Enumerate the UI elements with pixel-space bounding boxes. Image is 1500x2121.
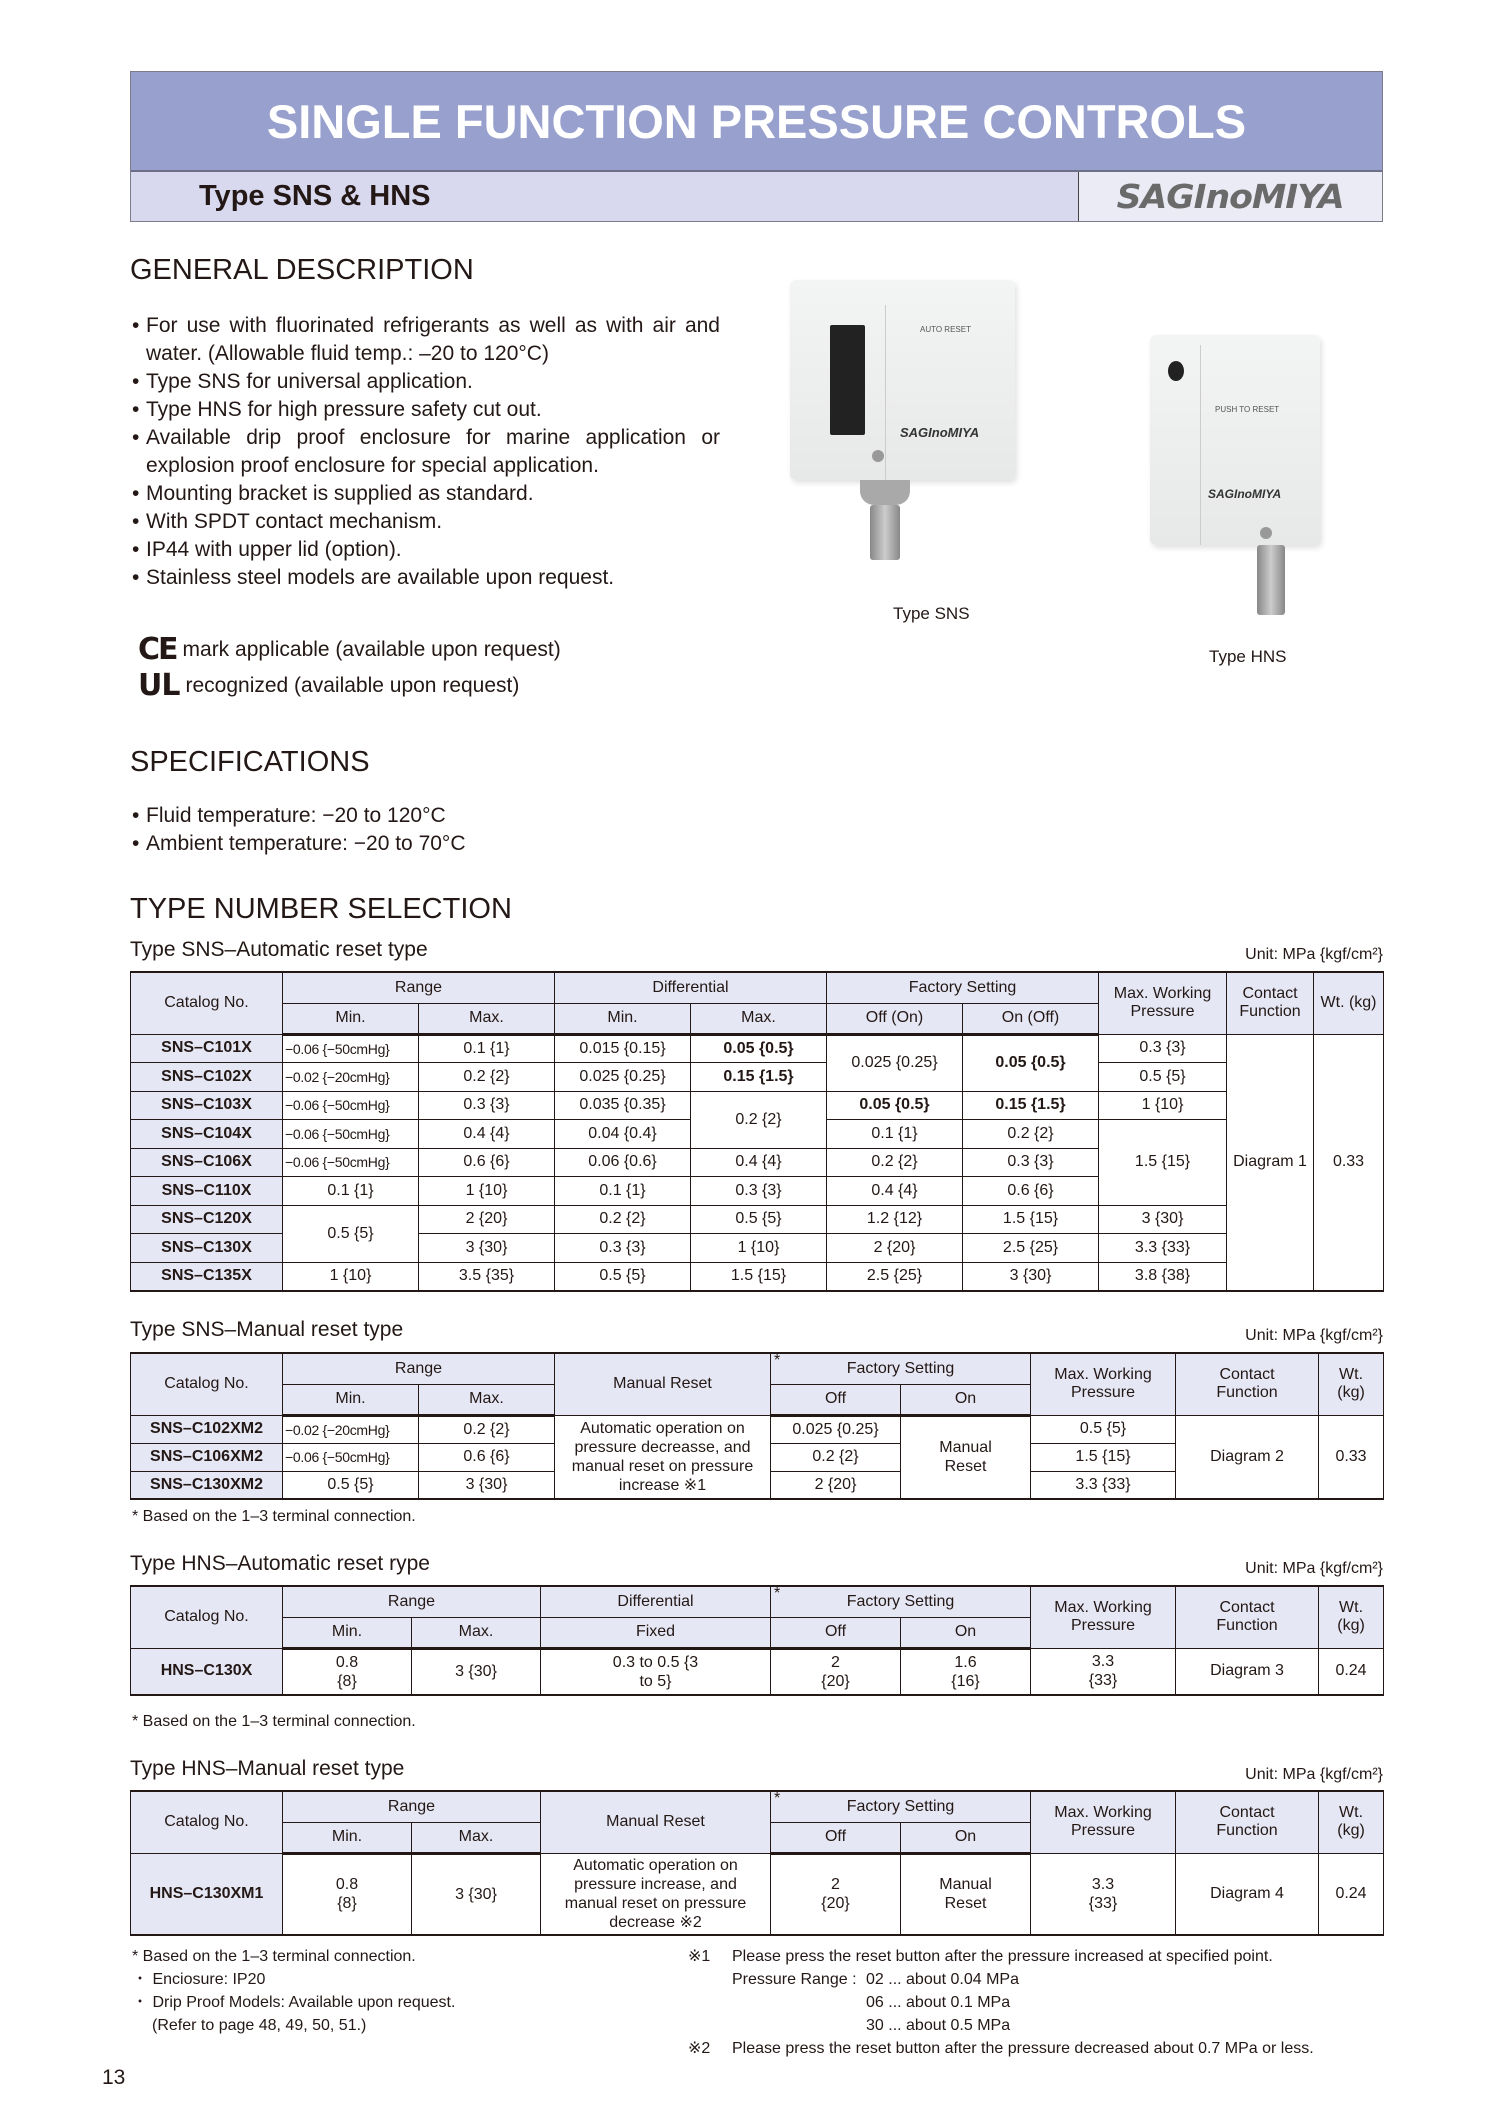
catalog-no: SNS–C135X (131, 1262, 283, 1291)
col-range: Range (283, 1791, 541, 1822)
pressure-range-30: 30 ... about 0.5 MPa (866, 2017, 1011, 2034)
col-weight: Wt. (kg) (1319, 1586, 1384, 1648)
ce-mark-text: mark applicable (available upon request) (182, 637, 561, 661)
max-working-pressure: 1.5 {15} (1031, 1443, 1176, 1471)
col-differential: Differential (555, 972, 827, 1003)
max-working-pressure: 0.5 {5} (1031, 1415, 1176, 1443)
screw-icon (1260, 527, 1272, 539)
max-working-pressure: 1 {10} (1099, 1091, 1227, 1120)
col-off: Off (771, 1617, 901, 1648)
factory-off: 0.05 {0.5} (827, 1091, 963, 1120)
sns-caption: Type SNS (893, 604, 970, 623)
col-on-off: On (Off) (963, 1003, 1099, 1034)
catalog-no: SNS–C106XM2 (131, 1443, 283, 1471)
table-row (131, 1415, 1384, 1443)
footnote-page-ref: (Refer to page 48, 49, 50, 51.) (152, 2017, 367, 2034)
factory-on: 1.5 {15} (963, 1205, 1099, 1234)
range-max: 3 {30} (419, 1234, 555, 1263)
factory-setting-label: Factory Setting (846, 1359, 955, 1377)
table-row (131, 1262, 1384, 1291)
factory-off: 0.025 {0.25} (771, 1415, 901, 1443)
factory-setting-label: Factory Setting (846, 1592, 955, 1610)
range-max: 3.5 {35} (419, 1262, 555, 1291)
specifications-heading: SPECIFICATIONS (130, 746, 370, 778)
bullet-item: • With SPDT contact mechanism. (132, 508, 720, 536)
range-min: 1 {10} (283, 1262, 419, 1291)
footnote-terminal: * Based on the 1–3 terminal connection. (132, 1948, 416, 1965)
footnote-1 (688, 1945, 1388, 1968)
diff-min: 0.1 {1} (555, 1177, 691, 1206)
asterisk-marker: * (774, 1353, 781, 1369)
max-working-pressure: 3.3 {33} (1031, 1648, 1176, 1695)
col-range-max: Max. (412, 1617, 541, 1648)
diff-max: 0.2 {2} (691, 1091, 827, 1148)
catalog-no: SNS–C130XM2 (131, 1471, 283, 1499)
ce-mark-line (138, 632, 561, 667)
diff-max: 0.3 {3} (691, 1177, 827, 1206)
hns-caption: Type HNS (1209, 647, 1287, 666)
sns-pressure-port (860, 480, 910, 505)
factory-setting-label: Factory Setting (846, 1797, 955, 1815)
col-differential: Differential (541, 1586, 771, 1617)
unit-label: Unit: MPa {kgf/cm²} (1245, 1560, 1383, 1577)
col-range: Range (283, 1586, 541, 1617)
factory-off: 2.5 {25} (827, 1262, 963, 1291)
col-weight: Wt. (kg) (1319, 1791, 1384, 1853)
col-max-working-pressure: Max. Working Pressure (1031, 1353, 1176, 1415)
range-min: 0.1 {1} (283, 1177, 419, 1206)
col-on: On (901, 1822, 1031, 1853)
footnotes-right (688, 1945, 1388, 2060)
diff-max: 1 {10} (691, 1234, 827, 1263)
col-off-on: Off (On) (827, 1003, 963, 1034)
page-subtitle (131, 172, 1079, 221)
factory-off: 1.2 {12} (827, 1205, 963, 1234)
sns-housing (790, 280, 1015, 480)
diff-min: 0.015 {0.15} (555, 1034, 691, 1063)
pressure-range-06: 06 ... about 0.1 MPa (866, 1994, 1011, 2011)
factory-on: 0.2 {2} (963, 1120, 1099, 1149)
footnote-enclosure: ・ Enciosure: IP20 (132, 1971, 266, 1988)
factory-off: 0.1 {1} (827, 1120, 963, 1149)
factory-on: 0.15 {1.5} (963, 1091, 1099, 1120)
max-working-pressure: 0.5 {5} (1099, 1063, 1227, 1092)
sns-manual-table (130, 1352, 1384, 1500)
col-catalog: Catalog No. (131, 1791, 283, 1853)
bullet-item: • Available drip proof enclosure for marine application or explosion proof enclosure for special application. (132, 424, 720, 480)
col-manual-reset: Manual Reset (555, 1353, 771, 1415)
ul-mark-text: recognized (available upon request) (185, 673, 520, 697)
footnote-2-text: Please press the reset button after the pressure decreased about 0.7 MPa or less. (732, 2040, 1314, 2057)
col-range-max: Max. (412, 1822, 541, 1853)
col-diff-min: Min. (555, 1003, 691, 1034)
bullet-item: • Type SNS for universal application. (132, 368, 720, 396)
col-range: Range (283, 972, 555, 1003)
factory-on: 0.3 {3} (963, 1148, 1099, 1177)
general-description-heading: GENERAL DESCRIPTION (130, 254, 474, 286)
footnote-1-mark: ※1 (688, 1948, 711, 1965)
hns-device-logo: SAGInoMIYA (1208, 487, 1282, 501)
housing-seam (1200, 345, 1201, 545)
footnotes-left (132, 1945, 652, 2037)
range-max: 0.1 {1} (419, 1034, 555, 1063)
factory-off: 2 {20} (827, 1234, 963, 1263)
sns-auto-title: Type SNS–Automatic reset type (130, 938, 428, 961)
diff-min: 0.025 {0.25} (555, 1063, 691, 1092)
weight: 0.24 (1319, 1648, 1384, 1695)
col-factory-setting: Factory Setting (827, 972, 1099, 1003)
range-max: 2 {20} (419, 1205, 555, 1234)
contact-function: Diagram 1 (1227, 1034, 1314, 1291)
col-off: Off (771, 1384, 901, 1415)
diff-max: 1.5 {15} (691, 1262, 827, 1291)
bullet-item: • Stainless steel models are available upon request. (132, 564, 720, 592)
col-factory-setting (771, 1586, 1031, 1617)
catalog-no: HNS–C130X (131, 1648, 283, 1695)
unit-label: Unit: MPa {kgf/cm²} (1245, 1766, 1383, 1783)
footnote-drip-proof: ・ Drip Proof Models: Available upon request. (132, 1994, 456, 2011)
ce-mark-icon: CE (138, 632, 177, 667)
max-working-pressure: 1.5 {15} (1099, 1120, 1227, 1206)
factory-on: 0.6 {6} (963, 1177, 1099, 1206)
max-working-pressure: 3.3 {33} (1031, 1853, 1176, 1935)
range-max: 0.6 {6} (419, 1443, 555, 1471)
range-min: 0.8 {8} (283, 1648, 412, 1695)
col-range-min: Min. (283, 1822, 412, 1853)
max-working-pressure: 3.8 {38} (1099, 1262, 1227, 1291)
factory-on: 0.05 {0.5} (963, 1034, 1099, 1091)
ul-mark-line (138, 668, 519, 703)
col-weight: Wt. (kg) (1314, 972, 1384, 1034)
col-on: On (901, 1384, 1031, 1415)
ul-mark-icon: UL (138, 668, 180, 703)
contact-function: Diagram 2 (1176, 1415, 1319, 1499)
brand-logo (1079, 172, 1382, 221)
bullet-item: • Type HNS for high pressure safety cut out. (132, 396, 720, 424)
factory-on: 1.6 {16} (901, 1648, 1031, 1695)
manual-reset-description: Automatic operation on pressure decreasse, and manual reset on pressure increase ※1 (555, 1415, 771, 1499)
factory-off: 2 {20} (771, 1471, 901, 1499)
range-min: −0.06 {−50cmHg} (283, 1148, 419, 1177)
col-catalog: Catalog No. (131, 972, 283, 1034)
col-contact-function: Contact Function (1176, 1586, 1319, 1648)
terminal-note: * Based on the 1–3 terminal connection. (132, 1508, 416, 1525)
catalog-no: SNS–C104X (131, 1120, 283, 1149)
diff-max: 0.5 {5} (691, 1205, 827, 1234)
catalog-no: SNS–C106X (131, 1148, 283, 1177)
col-on: On (901, 1617, 1031, 1648)
catalog-no: SNS–C130X (131, 1234, 283, 1263)
col-range-max: Max. (419, 1384, 555, 1415)
hns-flare-nut (1257, 545, 1285, 615)
sns-flare-nut (870, 505, 900, 560)
catalog-no: SNS–C110X (131, 1177, 283, 1206)
hns-push-to-reset-label: PUSH TO RESET (1215, 405, 1280, 414)
diff-min: 0.5 {5} (555, 1262, 691, 1291)
factory-on: 3 {30} (963, 1262, 1099, 1291)
hns-manual-table (130, 1790, 1384, 1936)
diff-max: 0.05 {0.5} (691, 1034, 827, 1063)
range-min: 0.5 {5} (283, 1205, 419, 1262)
footnote-2-mark: ※2 (688, 2040, 711, 2057)
asterisk-marker: * (774, 1586, 781, 1602)
col-manual-reset: Manual Reset (541, 1791, 771, 1853)
product-image-sns (780, 270, 1050, 580)
weight: 0.33 (1314, 1034, 1384, 1291)
screw-icon (872, 450, 884, 462)
contact-function: Diagram 4 (1176, 1853, 1319, 1935)
range-max: 1 {10} (419, 1177, 555, 1206)
range-min: 0.8 {8} (283, 1853, 412, 1935)
factory-on: 2.5 {25} (963, 1234, 1099, 1263)
max-working-pressure: 3.3 {33} (1099, 1234, 1227, 1263)
col-off: Off (771, 1822, 901, 1853)
manual-reset-description: Automatic operation on pressure increase, and manual reset on pressure decrease ※2 (541, 1853, 771, 1935)
spec-item: • Ambient temperature: −20 to 70°C (132, 830, 732, 858)
bullet-item: • For use with fluorinated refrigerants as well as with air and water. (Allowable fluid temp.: –20 to 120°C) (132, 312, 720, 368)
catalog-no: HNS–C130XM1 (131, 1853, 283, 1935)
table-row (131, 1063, 1384, 1092)
catalog-no: SNS–C103X (131, 1091, 283, 1120)
table-row (131, 1034, 1384, 1063)
product-image-hns (1140, 325, 1360, 625)
range-max: 0.6 {6} (419, 1148, 555, 1177)
diff-min: 0.06 {0.6} (555, 1148, 691, 1177)
range-min: −0.06 {−50cmHg} (283, 1443, 419, 1471)
factory-off: 0.4 {4} (827, 1177, 963, 1206)
general-description-list (132, 312, 720, 592)
col-catalog: Catalog No. (131, 1586, 283, 1648)
col-contact-function: Contact Function (1176, 1353, 1319, 1415)
asterisk-marker: * (774, 1791, 781, 1807)
table-row (131, 1853, 1384, 1935)
hns-auto-table (130, 1585, 1384, 1696)
terminal-note: * Based on the 1–3 terminal connection. (132, 1713, 416, 1730)
range-min: −0.06 {−50cmHg} (283, 1091, 419, 1120)
type-selection-heading: TYPE NUMBER SELECTION (130, 893, 512, 925)
pressure-range-line (688, 1968, 1388, 1991)
range-min: −0.02 {−20cmHg} (283, 1415, 419, 1443)
col-contact-function: Contact Function (1227, 972, 1314, 1034)
bullet-item: • IP44 with upper lid (option). (132, 536, 720, 564)
range-max: 0.2 {2} (419, 1415, 555, 1443)
col-weight: Wt. (kg) (1319, 1353, 1384, 1415)
diff-min: 0.04 {0.4} (555, 1120, 691, 1149)
col-contact-function: Contact Function (1176, 1791, 1319, 1853)
diff-max: 0.4 {4} (691, 1148, 827, 1177)
factory-off: 2 {20} (771, 1853, 901, 1935)
diff-max: 0.15 {1.5} (691, 1063, 827, 1092)
range-min: 0.5 {5} (283, 1471, 419, 1499)
table-row (131, 1091, 1384, 1120)
pressure-range-02: 02 ... about 0.04 MPa (866, 1971, 1019, 1988)
col-range-min: Min. (283, 1384, 419, 1415)
subtitle-prefix: Type (199, 180, 273, 212)
differential-fixed: 0.3 to 0.5 {3 to 5} (541, 1648, 771, 1695)
factory-off: 0.2 {2} (771, 1443, 901, 1471)
diff-min: 0.2 {2} (555, 1205, 691, 1234)
pressure-range-label: Pressure Range : (732, 1971, 857, 1988)
factory-off: 0.025 {0.25} (827, 1034, 963, 1091)
spec-item: • Fluid temperature: −20 to 120°C (132, 802, 732, 830)
sns-manual-title: Type SNS–Manual reset type (130, 1318, 404, 1341)
factory-off: 0.2 {2} (827, 1148, 963, 1177)
range-max: 3 {30} (419, 1471, 555, 1499)
col-fixed: Fixed (541, 1617, 771, 1648)
range-max: 3 {30} (412, 1648, 541, 1695)
range-max: 0.3 {3} (419, 1091, 555, 1120)
col-range: Range (283, 1353, 555, 1384)
range-max: 3 {30} (412, 1853, 541, 1935)
sns-scale-window (830, 325, 865, 435)
reset-button-icon (1168, 361, 1184, 381)
diff-min: 0.035 {0.35} (555, 1091, 691, 1120)
housing-seam (885, 305, 886, 480)
factory-off: 2 {20} (771, 1648, 901, 1695)
bullet-item: • Mounting bracket is supplied as standard. (132, 480, 720, 508)
catalog-no: SNS–C102X (131, 1063, 283, 1092)
range-min: −0.06 {−50cmHg} (283, 1120, 419, 1149)
sns-auto-reset-label: AUTO RESET (920, 325, 971, 334)
catalog-no: SNS–C120X (131, 1205, 283, 1234)
hns-manual-title: Type HNS–Manual reset type (130, 1757, 405, 1780)
col-range-min: Min. (283, 1003, 419, 1034)
col-max-working-pressure: Max. Working Pressure (1099, 972, 1227, 1034)
catalog-no: SNS–C101X (131, 1034, 283, 1063)
range-max: 0.2 {2} (419, 1063, 555, 1092)
table-row (131, 1648, 1384, 1695)
page-number: 13 (102, 2066, 126, 2089)
col-factory-setting (771, 1791, 1031, 1822)
subtitle-types: SNS & HNS (272, 180, 431, 212)
col-catalog: Catalog No. (131, 1353, 283, 1415)
col-max-working-pressure: Max. Working Pressure (1031, 1791, 1176, 1853)
logo-text: SAGInoMIYA (1116, 177, 1345, 216)
col-max-working-pressure: Max. Working Pressure (1031, 1586, 1176, 1648)
range-min: −0.02 {−20cmHg} (283, 1063, 419, 1092)
col-range-max: Max. (419, 1003, 555, 1034)
weight: 0.33 (1319, 1415, 1384, 1499)
factory-on: Manual Reset (901, 1853, 1031, 1935)
footnote-1-text: Please press the reset button after the pressure increased at specified point. (732, 1948, 1273, 1965)
max-working-pressure: 3 {30} (1099, 1205, 1227, 1234)
sns-device-logo: SAGInoMIYA (900, 425, 980, 440)
unit-label: Unit: MPa {kgf/cm²} (1245, 946, 1383, 963)
max-working-pressure: 3.3 {33} (1031, 1471, 1176, 1499)
factory-on: Manual Reset (901, 1415, 1031, 1499)
footnote-2 (688, 2037, 1388, 2060)
col-range-min: Min. (283, 1617, 412, 1648)
table-row (131, 1205, 1384, 1234)
contact-function: Diagram 3 (1176, 1648, 1319, 1695)
catalog-no: SNS–C102XM2 (131, 1415, 283, 1443)
max-working-pressure: 0.3 {3} (1099, 1034, 1227, 1063)
hns-housing (1150, 335, 1320, 545)
specifications-list (132, 802, 732, 858)
col-factory-setting (771, 1353, 1031, 1384)
col-diff-max: Max. (691, 1003, 827, 1034)
page-title: SINGLE FUNCTION PRESSURE CONTROLS (131, 72, 1382, 172)
weight: 0.24 (1319, 1853, 1384, 1935)
range-min: −0.06 {−50cmHg} (283, 1034, 419, 1063)
diff-min: 0.3 {3} (555, 1234, 691, 1263)
range-max: 0.4 {4} (419, 1120, 555, 1149)
unit-label: Unit: MPa {kgf/cm²} (1245, 1327, 1383, 1344)
hns-auto-title: Type HNS–Automatic reset rype (130, 1552, 430, 1575)
page-header-banner (130, 71, 1383, 222)
sns-auto-table (130, 971, 1384, 1292)
